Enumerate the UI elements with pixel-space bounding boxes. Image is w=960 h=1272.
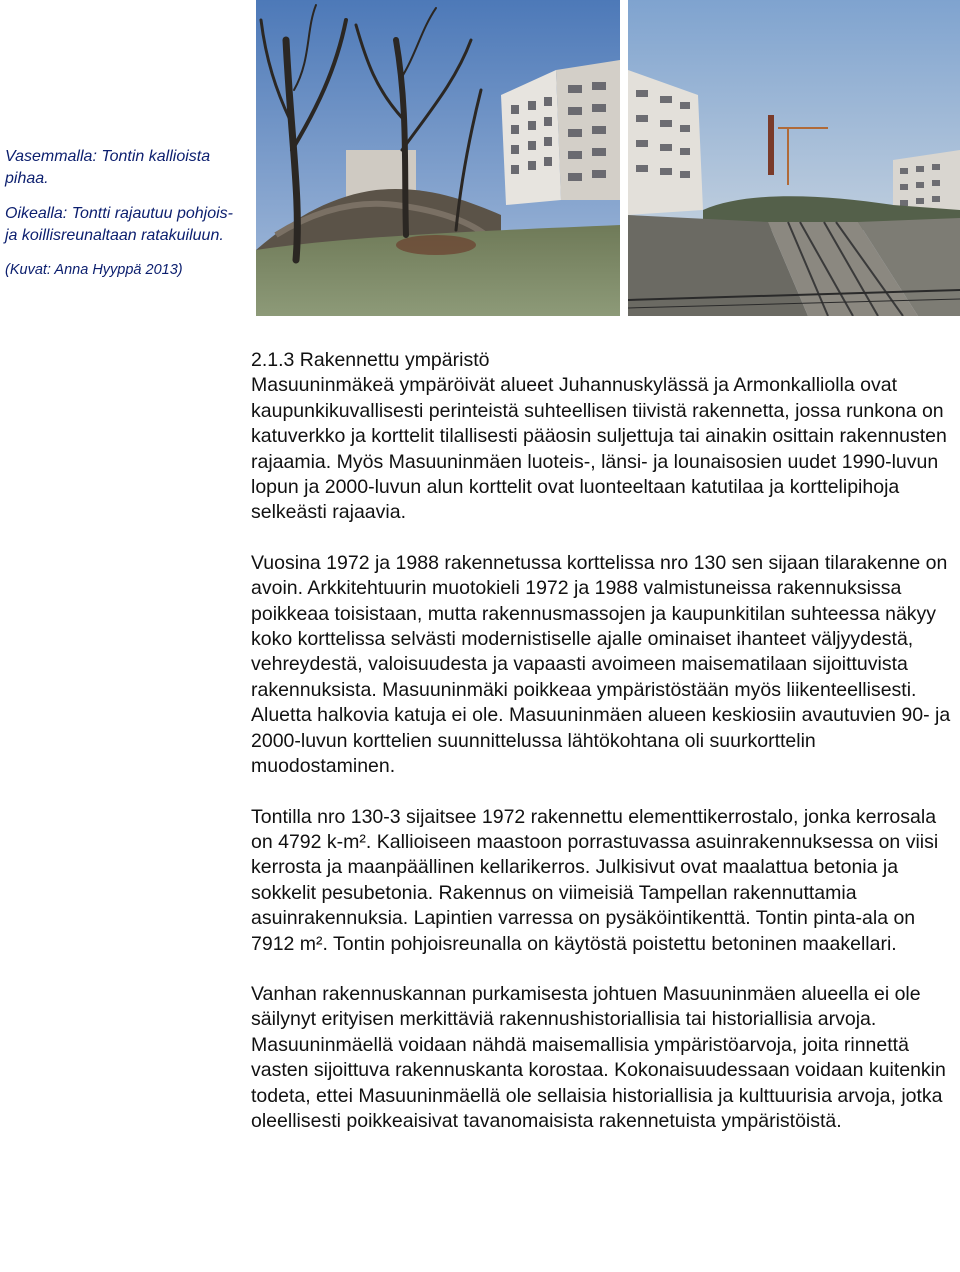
photo-rocky-yard-image: [256, 0, 620, 316]
photo-captions: [5, 146, 245, 296]
photo-rocky-yard: [256, 0, 620, 316]
section-heading: 2.1.3 Rakennettu ympäristö: [251, 349, 490, 371]
caption-left-photo: Vasemmalla: Tontin kallioista pihaa.: [5, 148, 211, 187]
photo-railway-cutting: [628, 0, 960, 316]
photo-railway-cutting-image: [628, 0, 960, 316]
paragraph: Masuuninmäkeä ympäröivät alueet Juhannuskylässä ja Armonkalliolla ovat kaupunkikuvallisesti perinteistä suhteellisen tiivistä rakennetta, jossa runkona on katuverkko ja korttelit tilallisesti pääosin suljettuja tai ainakin osittain rakennusten rajaamia. Myös Masuuninmäen luoteis-, länsi- ja lounaisosien uudet 1990-luvun lopun ja 2000-luvun alun korttelit ovat luonteeltaan katutilaa ja korttelipihoja selkeästi rajaavia.: [251, 374, 947, 524]
section-built-environment: [251, 348, 951, 1134]
paragraph: Vanhan rakennuskannan purkamisesta johtuen Masuuninmäen alueella ei ole säilynyt erityisen merkittäviä rakennushistoriallisia tai historiallisia arvoja. Masuuninmäellä voidaan nähdä maisemallisia ympäristöarvoja, joita rinnettä vasten sijoittuva rakennuskanta korostaa. Kokonaisuudessaan voidaan kuitenkin todeta, ettei Masuuninmäellä ole sellaisia historiallisia ja kulttuurisia arvoja, jotka oleellisesti poikkeaisivat tavanomaisista rakennetuista ympäristöistä.: [251, 982, 946, 1132]
paragraph: Vuosina 1972 ja 1988 rakennetussa korttelissa nro 130 sen sijaan tilarakenne on avoin. Arkkitehtuurin muotokieli 1972 ja 1988 valmistuneissa rakennuksissa poikkeaa toisistaan, mutta rakennusmassojen ja kaupunkitilan suhteessa näkyy koko korttelissa selvästi modernistiselle ajalle ominaiset ihanteet väljyydestä, vehreydestä, valoisuudesta ja vapaasti avoimeen maisematilaan sijoittuvista rakennuksista. Masuuninmäki poikkeaa ympäristöstään myös liikenteellisesti. Aluetta halkovia katuja ei ole. Masuuninmäen alueen keskiosiin avautuvien 90- ja 2000-luvun korttelien suunnittelussa lähtökohtana oli suurkorttelin muodostaminen.: [251, 551, 951, 778]
paragraph: Tontilla nro 130-3 sijaitsee 1972 rakennettu elementtikerrostalo, jonka kerrosala on 4792 k-m². Kallioiseen maastoon porrastuvassa asuinrakennuksessa on viisi kerrosta ja maanpäällinen kellarikerros. Julkisivut ovat maalattua betonia ja sokkelit pesubetonia. Rakennus on viimeisiä Tampellan rakennuttamia asuinrakennuksia. Lapintien varressa on pysäköintikenttä. Tontin pinta-ala on 7912 m². Tontin pohjoisreunalla on käytöstä poistettu betoninen maakellari.: [251, 805, 939, 955]
photo-credit: (Kuvat: Anna Hyyppä 2013): [5, 262, 183, 278]
caption-right-photo: Oikealla: Tontti rajautuu pohjois- ja koillisreunaltaan ratakuiluun.: [5, 205, 233, 244]
